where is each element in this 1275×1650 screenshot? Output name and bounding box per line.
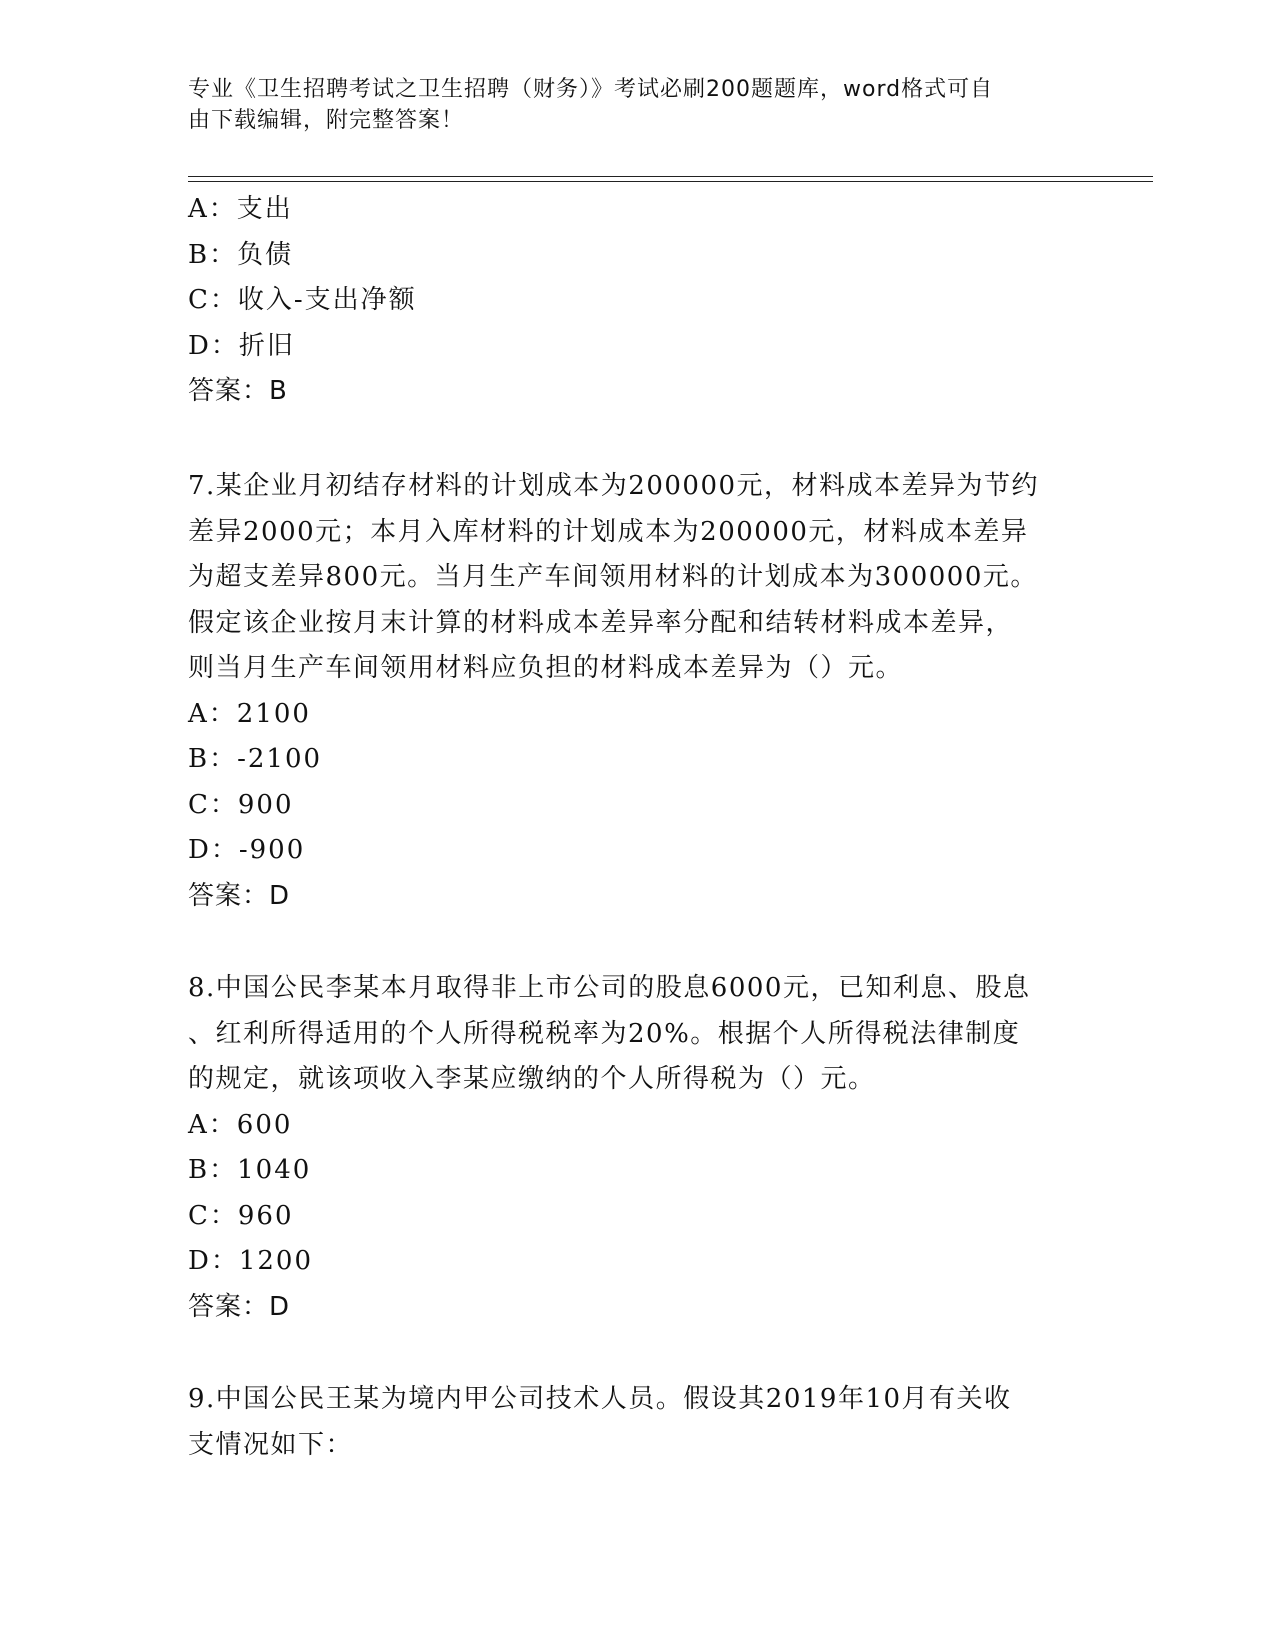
question-text-line: 支情况如下： xyxy=(188,1429,354,1460)
question-9 xyxy=(188,1377,1078,1468)
option-a: A：支出 xyxy=(188,194,293,224)
question-text-line: 差异2000元；本月入库材料的计划成本为200000元，材料成本差异 xyxy=(188,516,1029,547)
header-divider-bottom xyxy=(188,181,1153,182)
option-c: C：960 xyxy=(188,1200,294,1231)
option-a: A：2100 xyxy=(188,698,311,729)
question-text-line: 假定该企业按月末计算的材料成本差异率分配和结转材料成本差异， xyxy=(188,607,1014,638)
question-text-line: 为超支差异800元。当月生产车间领用材料的计划成本为300000元。 xyxy=(188,562,1038,592)
question-text-line: 7.某企业月初结存材料的计划成本为200000元，材料成本差异为节约 xyxy=(188,471,1040,501)
option-d: D：1200 xyxy=(188,1246,314,1276)
header-line-1: 专业《卫生招聘考试之卫生招聘（财务）》考试必刷200题题库，word格式可自 xyxy=(188,77,994,102)
question-7 xyxy=(188,464,1078,919)
answer-line: 答案：B xyxy=(188,376,288,406)
document-header xyxy=(188,74,1068,136)
option-d: D：-900 xyxy=(188,835,306,865)
question-text-line: 则当月生产车间领用材料应负担的材料成本差异为（）元。 xyxy=(188,653,904,683)
question-text-line: 9.中国公民王某为境内甲公司技术人员。假设其2019年10月有关收 xyxy=(188,1384,1012,1414)
question-text-line: 、红利所得适用的个人所得税税率为20%。根据个人所得税法律制度 xyxy=(188,1018,1021,1049)
option-c: C：900 xyxy=(188,789,294,820)
question-6-tail xyxy=(188,187,1078,415)
header-line-2: 由下载编辑，附完整答案！ xyxy=(188,108,465,133)
question-text-line: 8.中国公民李某本月取得非上市公司的股息6000元，已知利息、股息 xyxy=(188,973,1031,1003)
answer-line: 答案：D xyxy=(188,880,291,911)
option-a: A：600 xyxy=(188,1109,293,1140)
question-8 xyxy=(188,966,1078,1330)
answer-line: 答案：D xyxy=(188,1291,291,1322)
option-b: B：1040 xyxy=(188,1155,312,1185)
option-b: B：负债 xyxy=(188,239,294,270)
option-b: B：-2100 xyxy=(188,744,323,774)
header-divider-top xyxy=(188,176,1153,177)
question-text-line: 的规定，就该项收入李某应缴纳的个人所得税为（）元。 xyxy=(188,1064,876,1094)
option-c: C：收入-支出净额 xyxy=(188,285,417,315)
option-d: D：折旧 xyxy=(188,330,295,361)
